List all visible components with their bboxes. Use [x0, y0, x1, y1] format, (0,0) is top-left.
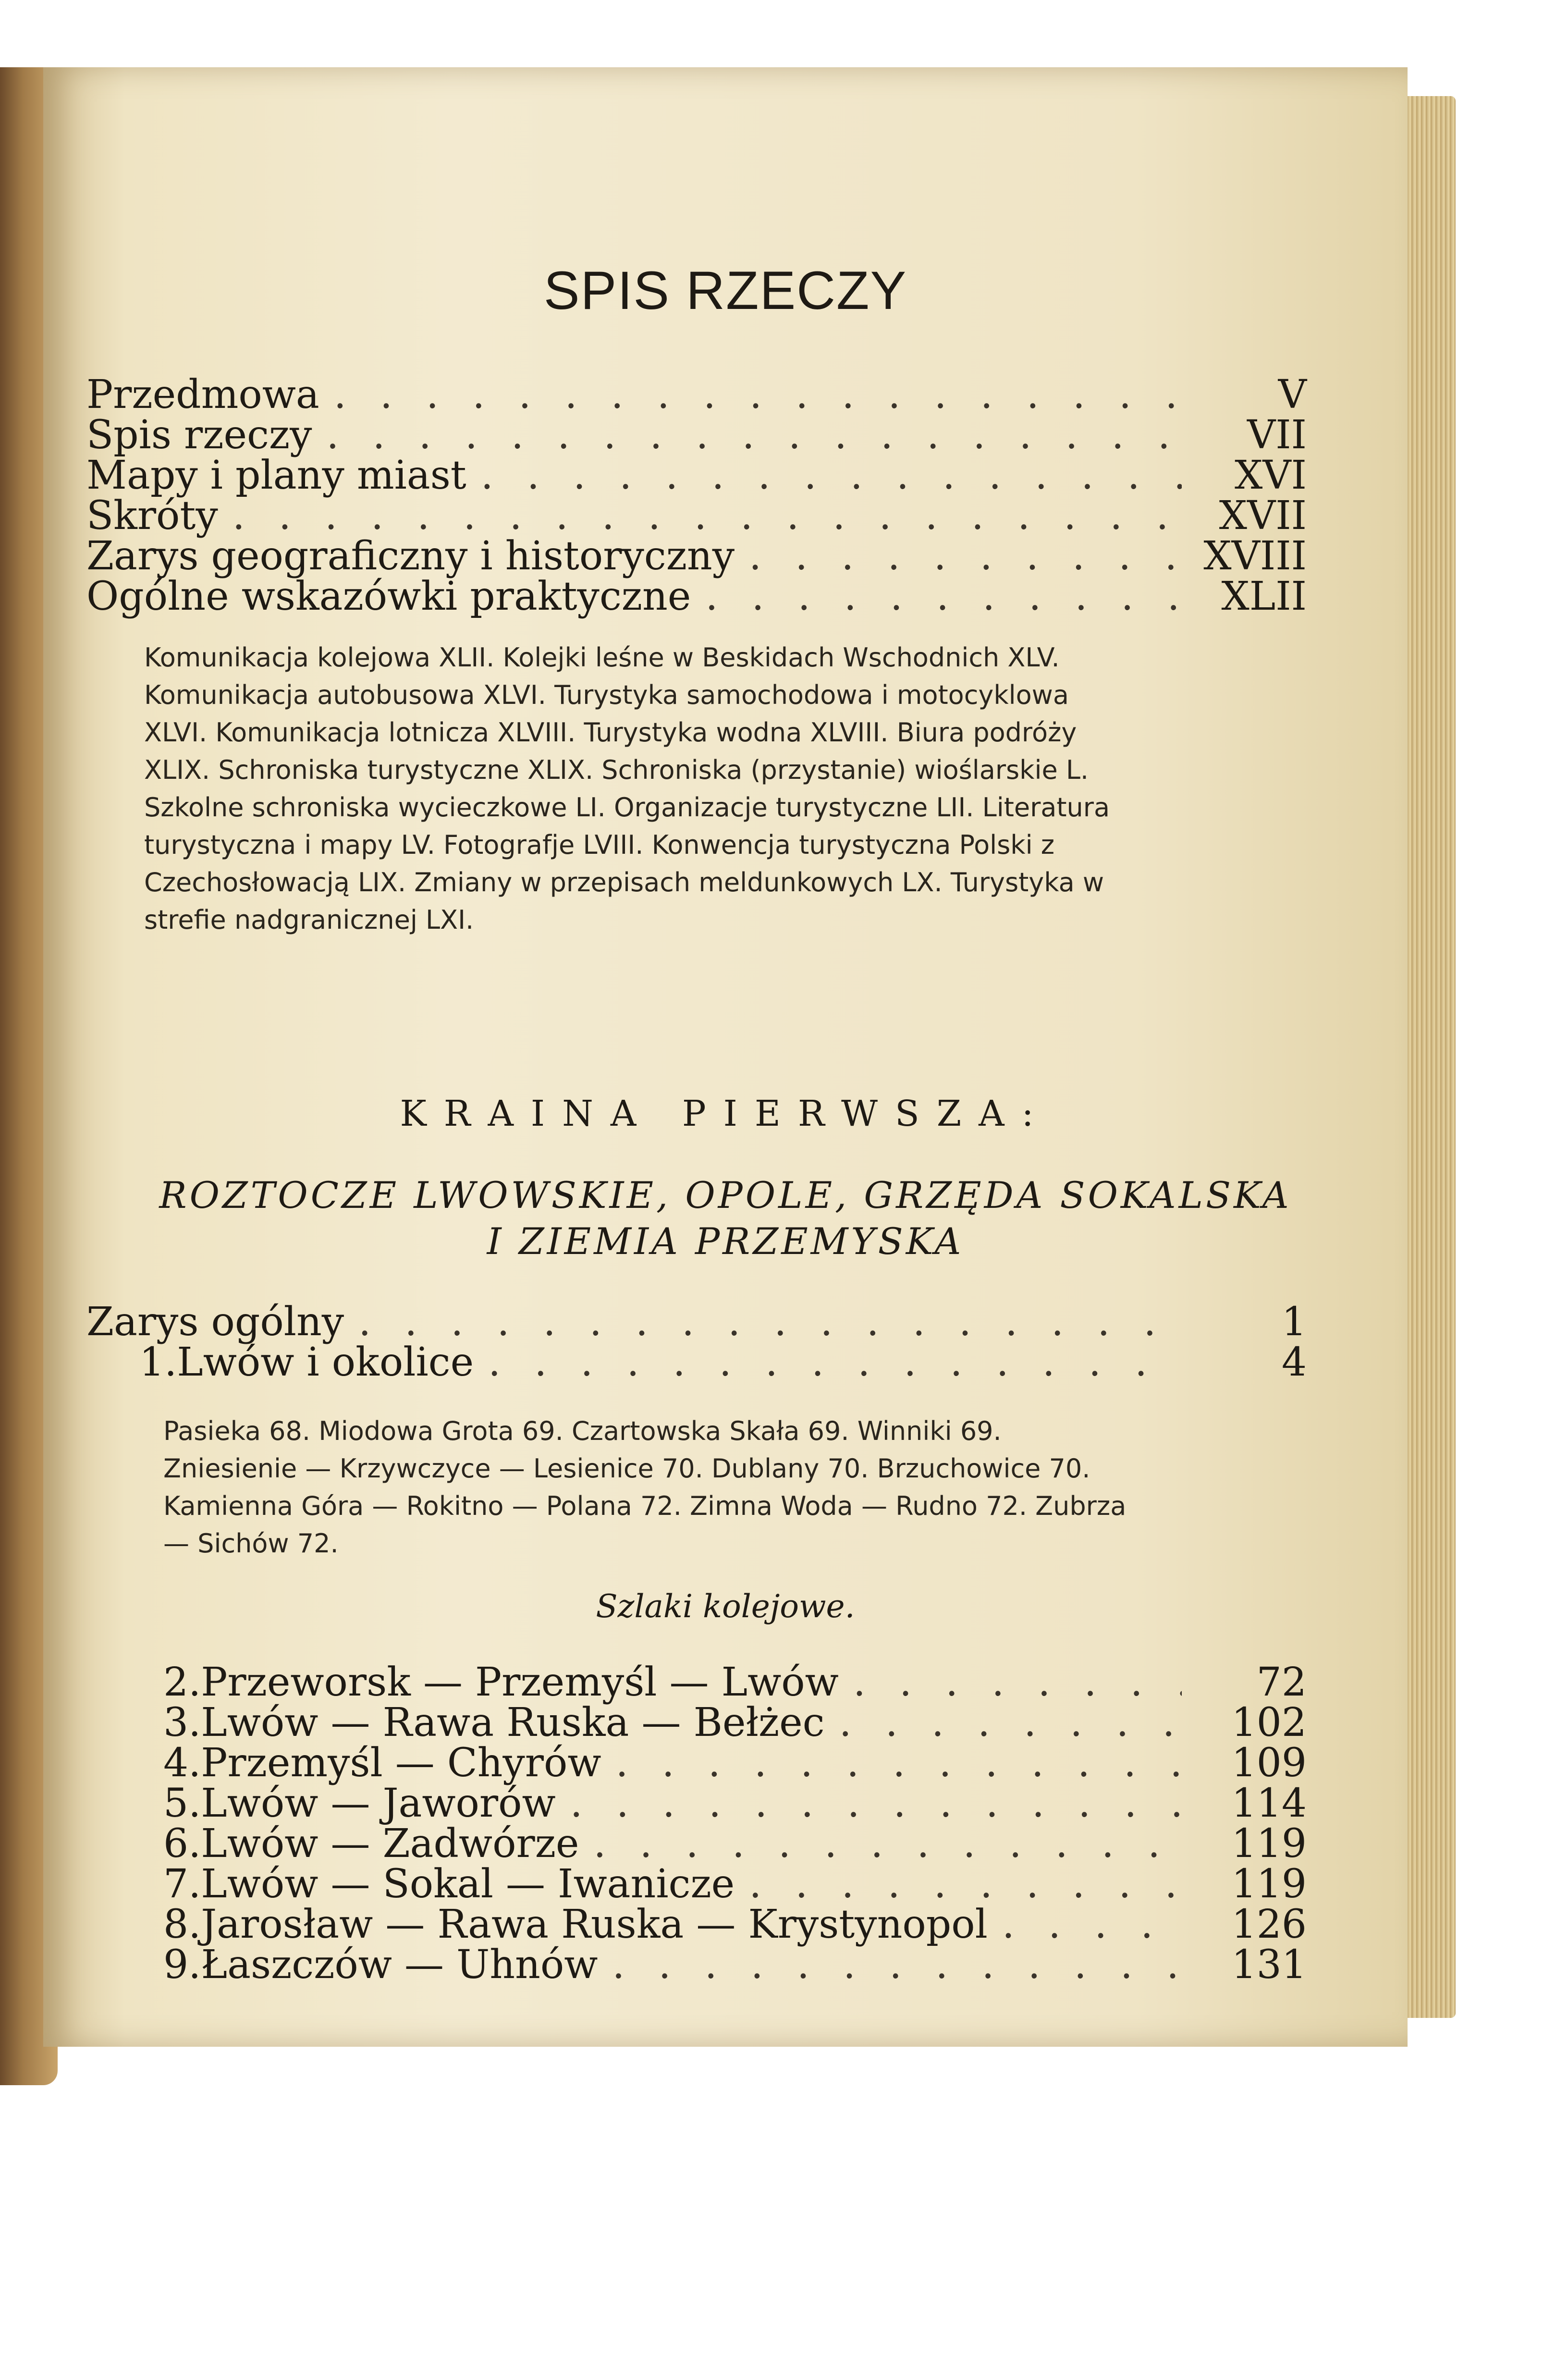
toc-entry-number: 8.	[163, 1902, 201, 1947]
toc-entry-page: XVII	[1219, 493, 1307, 539]
toc-entry-page: 4	[1281, 1340, 1307, 1385]
toc-entry-number: 2.	[163, 1659, 201, 1705]
toc-entry[interactable]	[86, 372, 1307, 418]
toc-entry[interactable]	[163, 1861, 1307, 1907]
toc-entry-page: 1	[1281, 1299, 1307, 1345]
toc-entry[interactable]	[163, 1902, 1307, 1947]
practical-notes-paragraph: Komunikacja kolejowa XLII. Kolejki leśne w Beskidach Wschodnich XLV. Komunikacja autobusowa XLVI. Turystyka samochodowa i motocyklowa XLVI. Komunikacja lotnicza XLVIII. Turystyka wodna XLVIII. Biura podróży XLIX. Schroniska turystyczne XLIX. Schroniska (przystanie) wioślarskie L. Szkolne schroniska wycieczkowe LI. Organizacje turystyczne LII. Literatura turystyczna i mapy LV. Fotografje LVIII. Konwencja turystyczna Polski z Czechosłowacją LIX. Zmiany w przepisach meldunkowych LX. Turystyka w strefie nadgranicznej LXI.	[144, 642, 1110, 935]
toc-entry[interactable]	[163, 1942, 1307, 1988]
toc-entry[interactable]	[163, 1700, 1307, 1745]
railway-routes-list	[163, 1659, 1307, 1988]
toc-entry-label: Przemyśl — Chyrów	[201, 1740, 601, 1786]
page-title: SPIS RZECZY	[543, 260, 907, 320]
toc-entry-page: 119	[1231, 1861, 1307, 1907]
toc-entry-label: Spis rzeczy	[86, 412, 312, 458]
toc-entry[interactable]	[86, 412, 1307, 458]
toc-entry-label: Lwów — Zadwórze	[201, 1821, 579, 1867]
dot-leader	[612, 1945, 1182, 1985]
toc-entry-page: XLII	[1221, 574, 1307, 619]
dot-leader	[488, 1342, 1182, 1383]
toc-entry-page: 131	[1231, 1942, 1307, 1988]
dot-leader	[593, 1824, 1182, 1864]
toc-entry-page: 114	[1231, 1781, 1307, 1826]
toc-entry[interactable]	[163, 1740, 1307, 1786]
toc-entry-label: Lwów — Rawa Ruska — Bełżec	[201, 1700, 825, 1745]
toc-entry-page: V	[1278, 372, 1307, 418]
toc-entry-number: 6.	[163, 1821, 201, 1867]
region-heading: KRAINA PIERWSZA:	[400, 1093, 1051, 1134]
book-page	[43, 67, 1408, 2047]
region-name-line-2: I ZIEMIA PRZEMYSKA	[487, 1220, 964, 1263]
toc-entry-page: 126	[1231, 1902, 1307, 1947]
toc-entry-label: Przeworsk — Przemyśl — Lwów	[201, 1659, 839, 1705]
dot-leader	[1002, 1905, 1182, 1945]
lwow-surroundings-paragraph: Pasieka 68. Miodowa Grota 69. Czartowska Skała 69. Winniki 69. Zniesienie — Krzywczyce — Lesienice 70. Dublany 70. Brzuchowice 70. Kamienna Góra — Rokitno — Polana 72. Zimna Woda — Rudno 72. Zubrza — Sichów 72.	[163, 1416, 1127, 1559]
toc-entry-label: Zarys ogólny	[86, 1299, 344, 1345]
toc-entry-label: Zarys geograficzny i historyczny	[86, 533, 735, 579]
dot-leader	[749, 536, 1182, 577]
toc-entry-number: 5.	[163, 1781, 201, 1826]
toc-entry-label: Lwów — Sokal — Iwanicze	[201, 1861, 735, 1907]
dot-leader	[233, 496, 1182, 536]
toc-entry[interactable]	[86, 574, 1307, 619]
toc-entry-number: 7.	[163, 1861, 201, 1907]
toc-entry[interactable]	[163, 1783, 1307, 1824]
front-matter-list	[86, 372, 1307, 619]
dot-leader	[749, 1864, 1182, 1905]
routes-subheading: Szlaki kolejowe.	[596, 1588, 855, 1625]
toc-entry[interactable]	[86, 455, 1307, 496]
toc-entry-label: Ogólne wskazówki praktyczne	[86, 574, 691, 619]
page-edges	[1403, 96, 1456, 2018]
dot-leader	[334, 375, 1182, 415]
toc-entry[interactable]	[163, 1821, 1307, 1867]
toc-entry-page: 72	[1256, 1659, 1307, 1705]
dot-leader	[326, 415, 1182, 455]
toc-entry-page: 102	[1231, 1700, 1307, 1745]
toc-entry[interactable]	[163, 1659, 1307, 1705]
dot-leader	[358, 1302, 1182, 1342]
dot-leader	[839, 1703, 1182, 1743]
toc-entry-page: XVI	[1235, 453, 1307, 498]
toc-entry-page: 119	[1231, 1821, 1307, 1867]
toc-entry-number: 1.	[139, 1340, 177, 1385]
toc-entry-page: 109	[1231, 1740, 1307, 1786]
toc-entry-page: VII	[1247, 412, 1307, 458]
toc-entry-label: Skróty	[86, 493, 218, 539]
toc-entry[interactable]	[86, 1299, 1307, 1345]
toc-entry-label: Łaszczów — Uhnów	[201, 1942, 598, 1988]
dot-leader	[570, 1783, 1182, 1824]
toc-entry[interactable]	[86, 493, 1307, 539]
toc-entry-number: 4.	[163, 1740, 201, 1786]
toc-entry-number: 9.	[163, 1942, 201, 1988]
region-name-line-1: ROZTOCZE LWOWSKIE, OPOLE, GRZĘDA SOKALSKA	[159, 1174, 1292, 1217]
toc-entry-label: Jarosław — Rawa Ruska — Krystynopol	[201, 1902, 988, 1947]
toc-entry-number: 3.	[163, 1700, 201, 1745]
toc-entry-label: Lwów i okolice	[177, 1340, 474, 1385]
toc-entry[interactable]	[86, 533, 1307, 579]
toc-entry-page: XVIII	[1203, 533, 1307, 579]
toc-entry-label: Lwów — Jaworów	[201, 1781, 556, 1826]
toc-entry-label: Przedmowa	[86, 372, 319, 418]
region-overview-list	[86, 1299, 1307, 1385]
dot-leader	[705, 577, 1182, 617]
dot-leader	[481, 455, 1182, 496]
toc-entry[interactable]	[86, 1342, 1307, 1383]
toc-entry-label: Mapy i plany miast	[86, 453, 466, 498]
dot-leader	[853, 1662, 1182, 1703]
dot-leader	[616, 1743, 1182, 1783]
